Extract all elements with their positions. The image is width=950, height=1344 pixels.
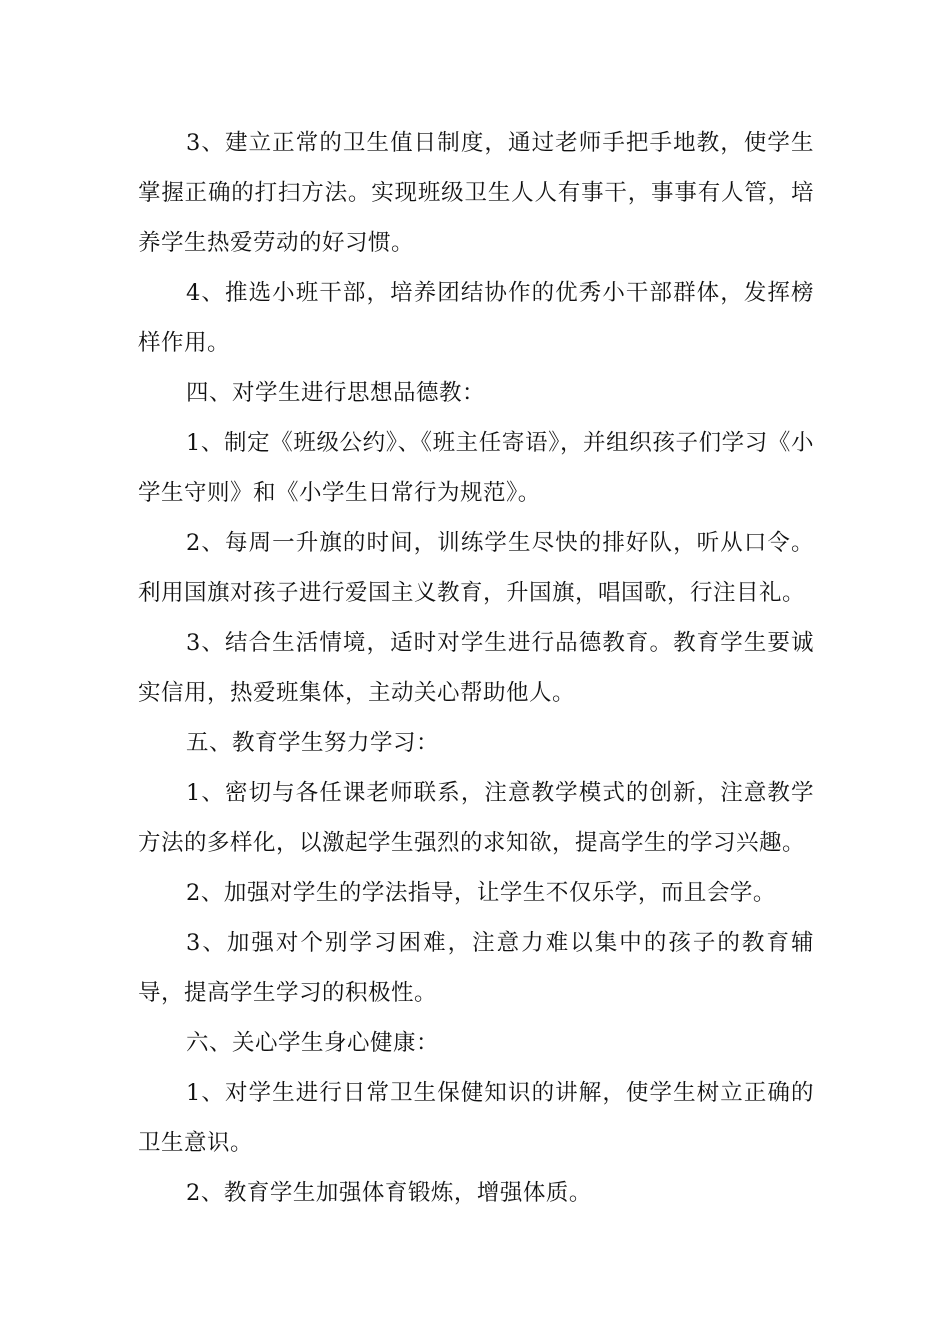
paragraph-teacher-contact: 1、密切与各任课老师联系，注意教学模式的创新，注意教学方法的多样化，以激起学生强烈的求知欲，提高学生的学习兴趣。 — [138, 780, 814, 856]
section-heading-moral-education: 四、对学生进行思想品德教： — [186, 380, 486, 406]
paragraph-individual-tutoring: 3、加强对个别学习困难，注意力难以集中的孩子的教育辅导，提高学生学习的积极性。 — [138, 930, 814, 1006]
paragraph-hygiene-duty: 3、建立正常的卫生值日制度，通过老师手把手地教，使学生掌握正确的打扫方法。实现班级卫生人人有事干，事事有人管，培养学生热爱劳动的好习惯。 — [138, 130, 814, 256]
paragraph-physical-exercise: 2、教育学生加强体育锻炼，增强体质。 — [186, 1180, 592, 1206]
section-heading-study: 五、教育学生努力学习： — [186, 730, 440, 756]
paragraph-class-convention: 1、制定《班级公约》、《班主任寄语》，并组织孩子们学习《小学生守则》和《小学生日常行为规范》。 — [138, 430, 814, 506]
paragraph-study-methods: 2、加强对学生的学法指导，让学生不仅乐学，而且会学。 — [186, 880, 776, 906]
paragraph-health-knowledge: 1、对学生进行日常卫生保健知识的讲解，使学生树立正确的卫生意识。 — [138, 1080, 814, 1156]
paragraph-class-cadres: 4、推选小班干部，培养团结协作的优秀小干部群体，发挥榜样作用。 — [138, 280, 814, 356]
section-heading-health: 六、关心学生身心健康： — [186, 1030, 440, 1056]
paragraph-life-situations: 3、结合生活情境，适时对学生进行品德教育。教育学生要诚实信用，热爱班集体，主动关心帮助他人。 — [138, 630, 814, 706]
document-body — [138, 118, 814, 1218]
paragraph-flag-raising: 2、每周一升旗的时间，训练学生尽快的排好队，听从口令。利用国旗对孩子进行爱国主义教育，升国旗，唱国歌，行注目礼。 — [138, 530, 814, 606]
